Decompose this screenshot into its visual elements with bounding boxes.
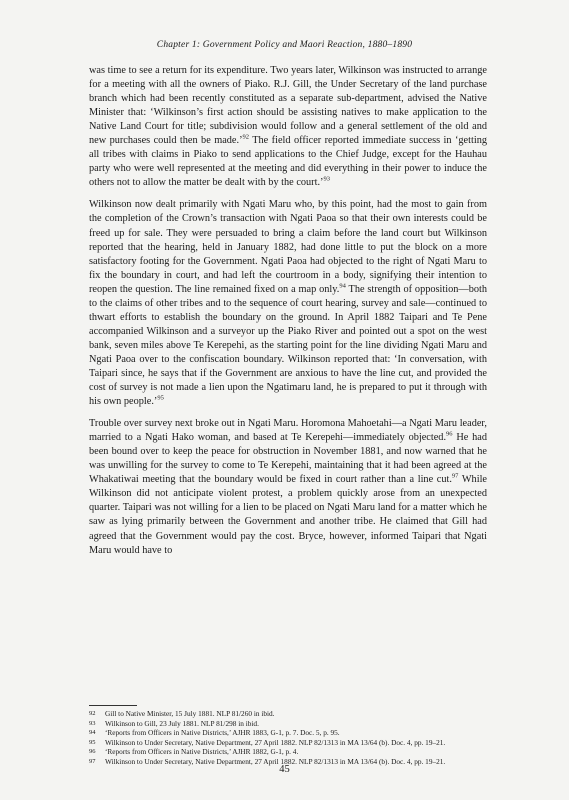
paragraph [89, 198, 487, 409]
footnote-ref-93[interactable]: 93 [323, 175, 330, 183]
footnote-number: 96 [89, 748, 96, 756]
footnotes [89, 709, 487, 767]
paragraph [89, 64, 487, 190]
footnote-ref-96[interactable]: 96 [446, 430, 453, 438]
body-text [89, 64, 487, 566]
text-run: While Wilkinson did not anticipate violent protest, a problem quickly arose from an unexpected quarter. Taipari was not willing for a lien to be placed on Ngati Maru land for a matter which he saw as lying primarily between the Government and another tribe. He claimed that Gill had agreed that the Government would pay the cost. Bryce, however, informed Taipari that Ngati Maru would have to [89, 474, 487, 556]
footnote-text: Wilkinson to Gill, 23 July 1881. NLP 81/298 in ibid. [105, 718, 259, 728]
footnote-number: 94 [89, 729, 96, 737]
running-header: Chapter 1: Government Policy and Maori Reaction, 1880–1890 [156, 40, 413, 50]
footnote-number: 97 [89, 757, 96, 765]
text-run: Wilkinson now dealt primarily with Ngati Maru who, by this point, had the most to gain from the completion of the Crown’s transaction with Ngati Paoa so that their own interests could be freed up for sale. They were persuaded to bring a claim before the land court but Wilkinson reported that the hearing, held in January 1882, had done little to put the block on a more satisfactory footing for the Government. Ngati Paoa had objected to the right of Ngati Maru to fix the boundary in court, and had left the courtroom in a body, signifying their intention to reopen the question. The line remained fixed on a map only. [89, 199, 487, 295]
footnote-number: 95 [89, 738, 96, 746]
footnote-item [89, 728, 487, 738]
page-number: 45 [279, 764, 290, 775]
footnote-item [89, 738, 487, 748]
footnote-item [89, 709, 487, 719]
footnote-divider [89, 705, 137, 706]
text-run: The strength of opposition—both to the claims of other tribes and to the sequence of court hearing, survey and sale—continued to thwart efforts to establish the boundary on the ground. In April 1882 Taipari and Te Pene accompanied Wilkinson and a surveyor up the Piako River and pointed out a spot on the west bank, seven miles above Te Kerepehi, as the starting point for the line dividing Ngati Maru and Ngati Paoa over to the confiscation boundary. Wilkinson reported that: ‘In conversation, with Taipari since, he says that if the Government are anxious to have the line cut, and provided the cost of survey is not made a lien upon the Ngatimaru land, he is prepared to put it through with his own people.’ [89, 283, 487, 408]
text-run: The field officer reported immediate success in ‘getting all tribes with claims in Piako to send applications to the Chief Judge, except for the Hauhau party who were well represented at the meeting and did everything in their power to induce the others not to allow the matter be dealt with by the court.’ [89, 135, 488, 189]
footnote-text: Gill to Native Minister, 15 July 1881. NLP 81/260 in ibid. [105, 709, 275, 718]
footnote-item [89, 747, 487, 757]
footnote-text: Wilkinson to Under Secretary, Native Department, 27 April 1882. NLP 82/1313 in MA 13/64 (b). Doc. 4, pp. 19–21. [105, 756, 446, 766]
footnote-item [89, 719, 487, 729]
footnote-text: Wilkinson to Under Secretary, Native Department, 27 April 1882. NLP 82/1313 in MA 13/64 (b). Doc. 4, pp. 19–21. [105, 737, 446, 747]
footnote-number: 92 [89, 710, 96, 717]
text-run: was time to see a return for its expenditure. Two years later, Wilkinson was instructed to arrange for a meeting with all the owners of Piako. R.J. Gill, the Under Secretary of the land purchase branch which had been recently constituted as a separate sub-department, advised the Native Minister that: ‘Wilkinson’s first action should be assisting natives to make application to the Native Land Court for title; subdivision would follow and a general settlement of the old and new purchases could then be made.’ [89, 65, 487, 147]
footnote-number: 93 [89, 719, 96, 727]
footnote-text: ‘Reports from Officers in Native Districts,’ AJHR 1882, G-1, p. 4. [105, 747, 299, 757]
footnote-ref-92[interactable]: 92 [242, 133, 249, 141]
footnote-ref-97[interactable]: 97 [451, 472, 459, 480]
footnote-text: ‘Reports from Officers in Native Districts,’ AJHR 1883, G-1, p. 7. Doc. 5, p. 95. [105, 728, 340, 738]
footnote-ref-94[interactable]: 94 [339, 282, 346, 290]
text-run: Trouble over survey next broke out in Ngati Maru. Horomona Mahoetahi—a Ngati Maru leader, married to a Ngati Hako woman, and based at Te Kerepehi—immediately objected. [89, 418, 487, 444]
text-run: He had been bound over to keep the peace for obstruction in November 1881, and now warned that he was unwilling for the survey to come to Te Kerepehi, maintaining that it had been agreed at the Whakatiwai meeting that the boundary would be fixed in court rather than a line cut. [89, 432, 487, 486]
footnote-ref-95[interactable]: 95 [157, 394, 164, 402]
paragraph [89, 417, 487, 557]
